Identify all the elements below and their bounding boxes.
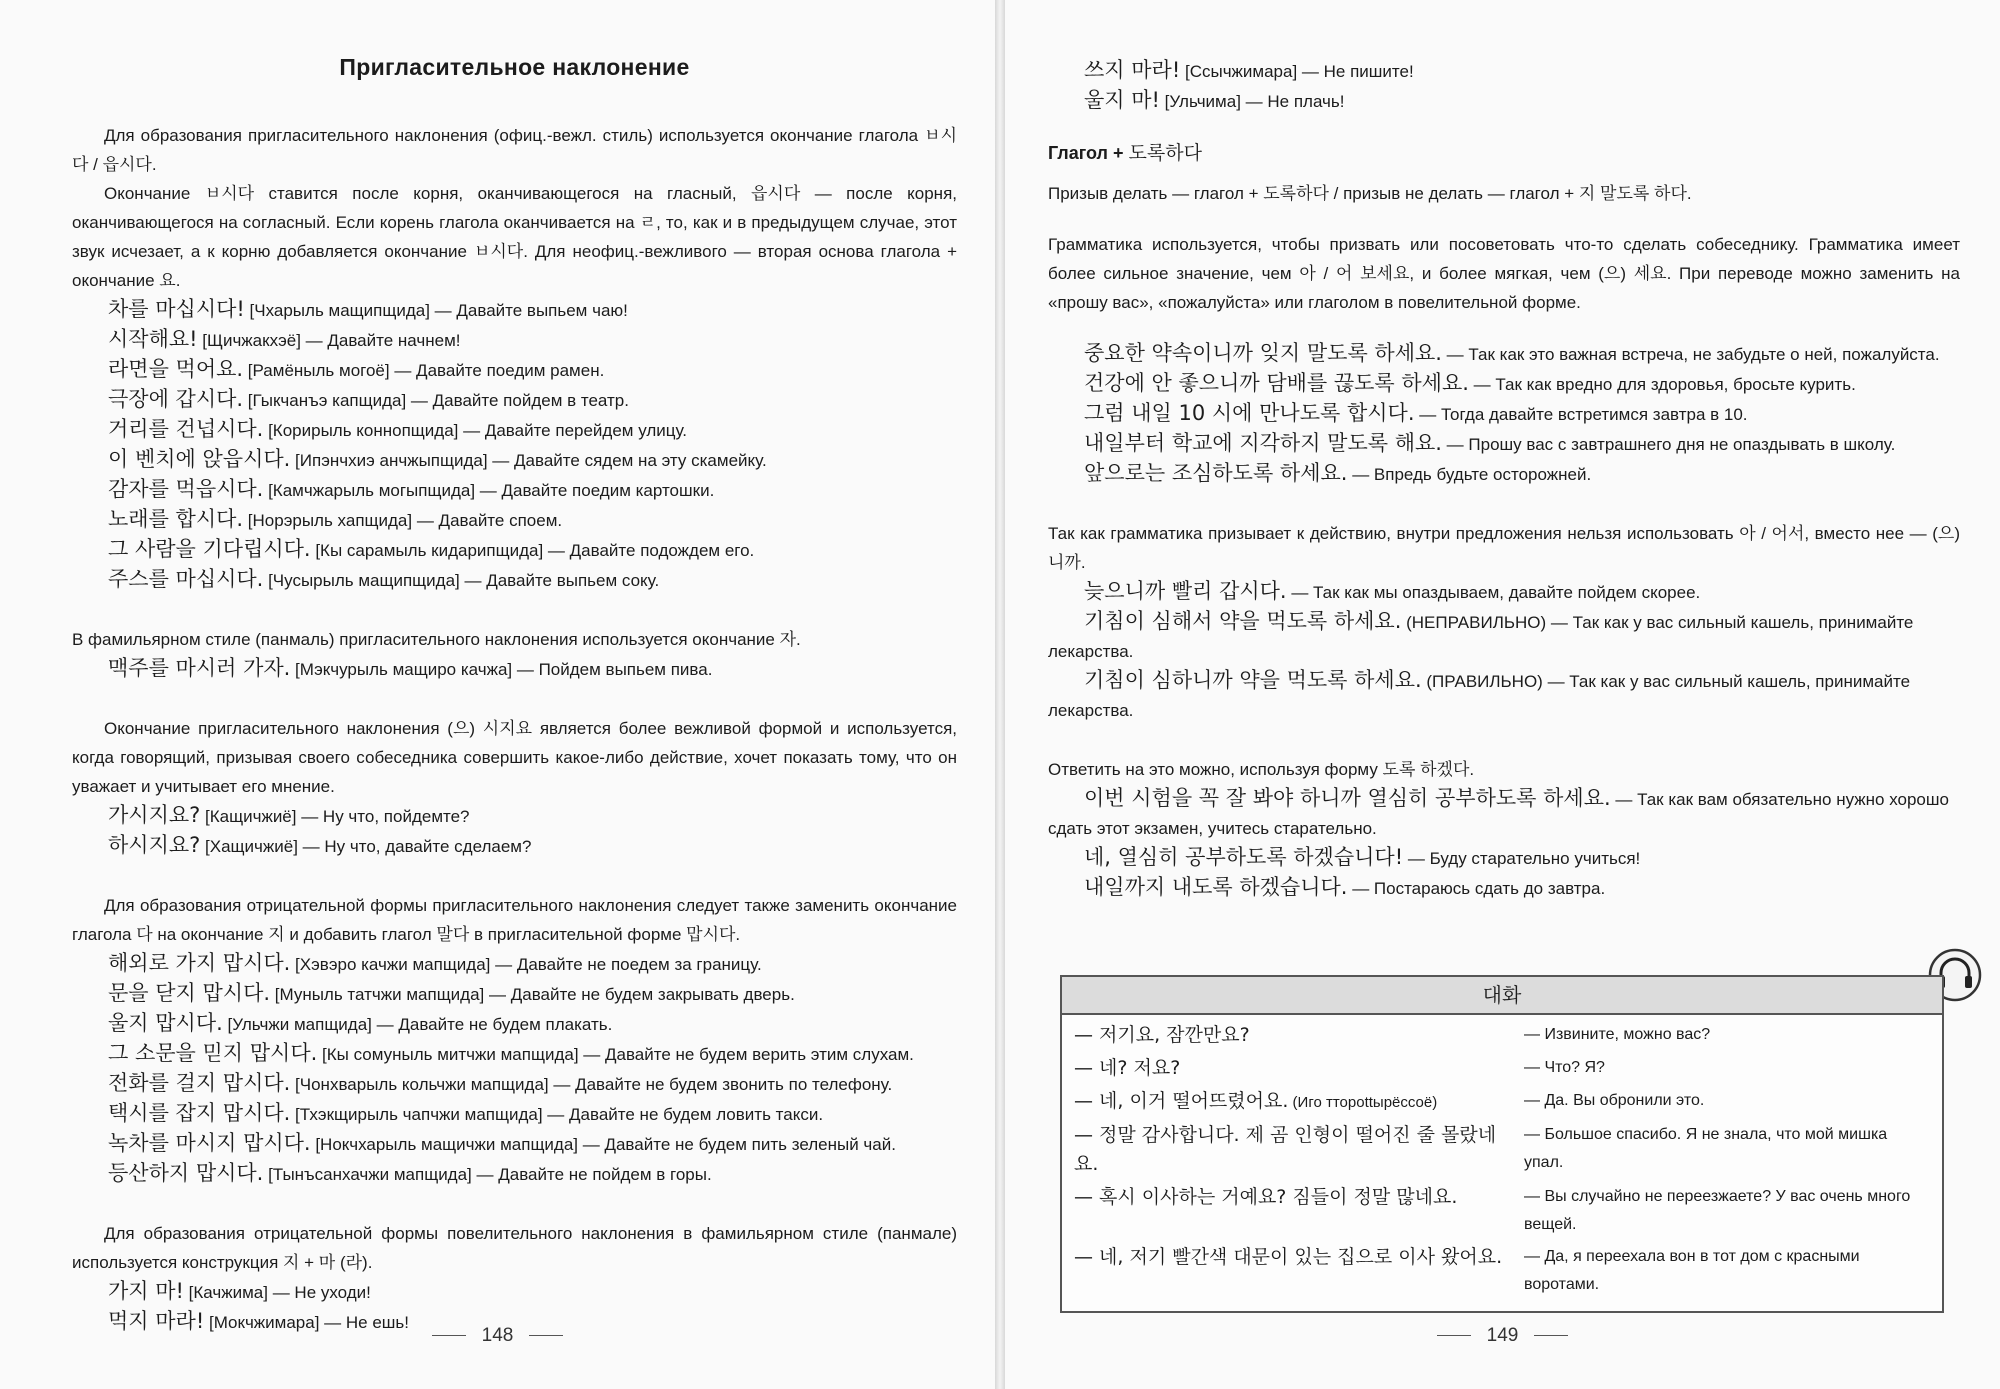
example-korean: 내일부터 학교에 지각하지 말도록 해요. <box>1084 431 1442 455</box>
example-line <box>108 445 957 475</box>
example-korean: 차를 마십시다! <box>108 297 245 321</box>
grammar-paragraph: Грамматика используется, чтобы призвать или посоветовать что-то сделать собеседнику. Грамматика имеет более сильное значение, чем 아 / 어 보세요, и более мягкая, чем (으) 세요. При переводе можно заменить на «прошу вас», «пожалуйста» или глаголом в повелительной форме. <box>1048 235 1960 312</box>
page-number-value: 148 <box>481 1325 514 1346</box>
example-translation: — Прошу вас с завтрашнего дня не опаздывать в школу. <box>1441 435 1896 454</box>
example-korean: 전화를 걸지 맙시다. <box>108 1071 291 1095</box>
dialogue-row <box>1074 1021 1930 1050</box>
example-korean: 가시지요? <box>108 803 201 827</box>
example-translation: — Так как мы опаздываем, давайте пойдем скорее. <box>1286 583 1701 602</box>
example-translation: [Муныль татчжи мапщида] — Давайте не будем закрывать дверь. <box>270 985 795 1004</box>
intro-paragraph-2: Окончание ㅂ시다 ставится после корня, оканчивающегося на гласный, 읍시다 — после корня, оканчивающегося на согласный. Если корень глагола оканчивается на ㄹ, то, как и в предыдущем случае, этот звук исчезает, а к корню добавляется окончание ㅂ시다. Для неофиц.-вежливого — вторая основа глагола + окончание 요. <box>72 184 957 290</box>
dialogue-body <box>1062 1015 1942 1311</box>
example-korean: 노래를 합시다. <box>108 507 244 531</box>
example-line <box>108 325 957 355</box>
example-korean: 맥주를 마시러 가자. <box>108 656 291 680</box>
example-korean: 울지 마! <box>1084 88 1160 112</box>
page-number <box>0 1325 995 1347</box>
example-korean: 그럼 내일 10 시에 만나도록 합시다. <box>1084 401 1415 425</box>
page-title: Пригласительное наклонение <box>339 54 690 80</box>
example-korean: 그 소문을 믿지 맙시다. <box>108 1041 318 1065</box>
example-korean: 극장에 갑시다. <box>108 387 244 411</box>
example-translation: [Норэрыль хапщида] — Давайте споем. <box>243 511 563 530</box>
familiar-paragraph: В фамильярном стиле (панмаль) пригласительного наклонения используется окончание 자. <box>72 630 801 649</box>
example-line <box>108 565 957 595</box>
answer-paragraph: Ответить на это можно, используя форму 도록 하겠다. <box>1048 760 1475 779</box>
example-translation: [Ульчима] — Не плачь! <box>1159 92 1345 111</box>
dialogue-translation: — Большое спасибо. Я не знала, что мой мишка упал. <box>1524 1126 1888 1171</box>
dialogue-korean: — 네, 저기 빨간색 대문이 있는 집으로 이사 왔어요. <box>1074 1246 1503 1268</box>
example-line <box>108 385 957 415</box>
example-line <box>108 1039 957 1069</box>
example-line <box>108 979 957 1009</box>
example-line <box>1048 369 1960 399</box>
dialogue-box <box>1060 975 1944 1313</box>
example-translation: [Хащичжиё] — Ну что, давайте сделаем? <box>200 837 532 856</box>
dialogue-translation: — Да. Вы обронили это. <box>1524 1092 1705 1109</box>
example-translation: [Кы сарамыль кидарипщида] — Давайте подождем его. <box>310 541 755 560</box>
dialogue-row <box>1074 1243 1930 1299</box>
example-korean: 내일까지 내도록 하겠습니다. <box>1084 875 1348 899</box>
example-line <box>1048 873 1960 903</box>
page-number-value: 149 <box>1486 1325 1519 1346</box>
example-korean: 등산하지 맙시다. <box>108 1161 264 1185</box>
polite-paragraph: Окончание пригласительного наклонения (으) 시지요 является более вежливой формой и используется, когда говорящий, призывая своего собеседника совершить какое-либо действие, хочет показать тому, что он уважает и учитывает его мнение. <box>72 719 957 796</box>
example-korean: 기침이 심하니까 약을 먹도록 하세요. <box>1084 668 1422 692</box>
example-line <box>1048 666 1960 725</box>
section-heading <box>1048 138 1960 165</box>
example-line <box>1048 607 1960 666</box>
example-translation: [Тхэкщирыль чапчжи мапщида] — Давайте не будем ловить такси. <box>290 1105 824 1124</box>
dialogue-title: 대화 <box>1062 977 1942 1015</box>
example-list <box>72 801 957 861</box>
example-korean: 건강에 안 좋으니까 담배를 끊도록 하세요. <box>1084 371 1469 395</box>
example-line <box>108 1159 957 1189</box>
example-korean: 이번 시험을 꼭 잘 봐야 하니까 열심히 공부하도록 하세요. <box>1084 786 1611 810</box>
dialogue-row <box>1074 1054 1930 1083</box>
example-line <box>108 1069 957 1099</box>
left-page <box>0 0 995 1389</box>
book-gutter <box>995 0 1005 1389</box>
example-korean: 늦으니까 빨리 갑시다. <box>1084 579 1287 603</box>
example-translation: — Постараюсь сдать до завтра. <box>1347 879 1606 898</box>
example-translation: [Мэкчурыль мащиро качжа] — Пойдем выпьем пива. <box>290 660 713 679</box>
example-line <box>108 1129 957 1159</box>
example-korean: 쓰지 마라! <box>1084 58 1181 82</box>
dialogue-translation: — Да, я переехала вон в тот дом с красными воротами. <box>1524 1248 1860 1293</box>
example-korean: 가지 마! <box>108 1279 184 1303</box>
example-translation: [Кащичжиё] — Ну что, пойдемте? <box>200 807 470 826</box>
page-number <box>1005 1325 2000 1347</box>
example-korean: 하시지요? <box>108 833 201 857</box>
example-translation: [Рамёныль могоё] — Давайте поедим рамен. <box>243 361 605 380</box>
example-korean: 택시를 잡지 맙시다. <box>108 1101 291 1125</box>
example-list <box>72 295 957 595</box>
example-korean: 울지 맙시다. <box>108 1011 223 1035</box>
example-translation: [Щичжакхэё] — Давайте начнем! <box>197 331 461 350</box>
dialogue-row <box>1074 1183 1930 1239</box>
example-line <box>1048 843 1960 873</box>
negative-familiar-paragraph: Для образования отрицательной формы повелительного наклонения в фамильярном стиле (панмале) используется конструкция 지 + 마 (라). <box>72 1224 957 1272</box>
dialogue-korean: — 혹시 이사하는 거예요? 짐들이 정말 많네요. <box>1074 1186 1458 1208</box>
example-translation: [Чонхварыль кольчжи мапщида] — Давайте не будем звонить по телефону. <box>290 1075 893 1094</box>
example-line <box>1048 339 1960 369</box>
example-line <box>1084 86 1960 116</box>
negative-paragraph: Для образования отрицательной формы пригласительного наклонения следует также заменить окончание глагола 다 на окончание 지 и добавить глагол 말다 в пригласительной форме 맙시다. <box>72 896 957 944</box>
example-line <box>108 535 957 565</box>
example-translation: (НЕПРАВИЛЬНО) — Так как у вас сильный кашель, принимайте лекарства. <box>1048 613 1914 661</box>
example-translation: [Кы сомуныль митчжи мапщида] — Давайте не будем верить этим слухам. <box>317 1045 914 1064</box>
example-line <box>1084 56 1960 86</box>
example-list <box>1048 577 1960 725</box>
example-line <box>108 1277 957 1307</box>
example-translation: — Так как это важная встреча, не забудьте о ней, пожалуйста. <box>1441 345 1940 364</box>
example-korean: 중요한 약속이니까 잊지 말도록 하세요. <box>1084 341 1442 365</box>
intro-paragraph-1: Для образования пригласительного наклонения (офиц.-вежл. стиль) используется окончание глагола ㅂ시다 / 읍시다. <box>72 126 957 174</box>
dialogue-translation: — Извините, можно вас? <box>1524 1026 1711 1043</box>
example-translation: (ПРАВИЛЬНО) — Так как у вас сильный кашель, принимайте лекарства. <box>1048 672 1911 720</box>
example-korean: 먹지 마라! <box>108 1309 205 1333</box>
example-translation: [Мокчжимара] — Не ешь! <box>204 1313 410 1332</box>
example-line <box>108 475 957 505</box>
example-korean: 녹차를 마시지 맙시다. <box>108 1131 311 1155</box>
call-paragraph: Призыв делать — глагол + 도록하다 / призыв не делать — глагол + 지 말도록 하다. <box>1048 184 1692 203</box>
example-korean: 시작해요! <box>108 327 198 351</box>
example-line <box>108 801 957 831</box>
example-translation: [Камчжарыль могыпщида] — Давайте поедим картошки. <box>263 481 715 500</box>
example-line <box>108 949 957 979</box>
example-translation: [Ульчжи мапщида] — Давайте не будем плакать. <box>222 1015 613 1034</box>
dialogue-korean: — 저기요, 잠깐만요? <box>1074 1024 1250 1046</box>
example-line <box>108 654 957 684</box>
example-line <box>1048 399 1960 429</box>
example-line <box>1048 459 1960 489</box>
dialogue-translation: — Вы случайно не переезжаете? У вас очень много вещей. <box>1524 1188 1911 1233</box>
rule-paragraph: Так как грамматика призывает к действию, внутри предложения нельзя использовать 아 / 어서, вместо нее — (으) 니까. <box>1048 524 1960 572</box>
example-translation: [Чусырыль мащипщида] — Давайте выпьем соку. <box>263 571 660 590</box>
example-korean: 앞으로는 조심하도록 하세요. <box>1084 461 1348 485</box>
section-heading-ko: 도록하다 <box>1128 142 1202 164</box>
example-line <box>108 505 957 535</box>
dialogue-row <box>1074 1121 1930 1179</box>
example-line <box>108 295 957 325</box>
example-korean: 그 사람을 기다립시다. <box>108 537 311 561</box>
example-translation: — Впредь будьте осторожней. <box>1347 465 1592 484</box>
example-translation: [Ссычжимара] — Не пишите! <box>1180 62 1414 81</box>
example-translation: [Ипэнчхиэ анчжыпщида] — Давайте сядем на эту скамейку. <box>290 451 767 470</box>
example-korean: 이 벤치에 앉읍시다. <box>108 447 291 471</box>
example-list <box>1048 56 1960 116</box>
example-line <box>1048 577 1960 607</box>
example-line <box>108 1099 957 1129</box>
example-translation: [Гыкчанъэ капщида] — Давайте пойдем в театр. <box>243 391 629 410</box>
example-translation: [Чхарыль мащипщида] — Давайте выпьем чаю! <box>244 301 628 320</box>
example-line <box>1048 784 1960 843</box>
example-korean: 네, 열심히 공부하도록 하겠습니다! <box>1084 845 1404 869</box>
example-translation: — Буду старательно учиться! <box>1403 849 1641 868</box>
example-translation: [Тынъсанхачжи мапщида] — Давайте не пойдем в горы. <box>263 1165 712 1184</box>
example-translation: [Качжима] — Не уходи! <box>183 1283 371 1302</box>
example-korean: 거리를 건넙시다. <box>108 417 264 441</box>
example-korean: 주스를 마십시다. <box>108 567 264 591</box>
example-translation: — Так как вам обязательно нужно хорошо сдать этот экзамен, учитесь старательно. <box>1048 790 1949 838</box>
example-line <box>108 831 957 861</box>
example-korean: 기침이 심해서 약을 먹도록 하세요. <box>1084 609 1402 633</box>
example-translation: [Корирыль коннопщида] — Давайте перейдем улицу. <box>263 421 688 440</box>
dialogue-korean: — 네? 저요? <box>1074 1057 1181 1079</box>
example-line <box>108 415 957 445</box>
section-heading-ru: Глагол + <box>1048 143 1129 163</box>
example-korean: 라면을 먹어요. <box>108 357 244 381</box>
example-line <box>108 1009 957 1039</box>
example-translation: — Тогда давайте встретимся завтра в 10. <box>1414 405 1748 424</box>
example-translation: — Так как вредно для здоровья, бросьте курить. <box>1468 375 1856 394</box>
example-translation: [Нокчхарыль мащичжи мапщида] — Давайте не будем пить зеленый чай. <box>310 1135 896 1154</box>
example-translation: [Хэвэро качжи мапщида] — Давайте не поедем за границу. <box>290 955 762 974</box>
example-korean: 감자를 먹읍시다. <box>108 477 264 501</box>
dialogue-transcription: (Иго тторottырёссоё) <box>1288 1094 1438 1111</box>
dialogue-korean: — 정말 감사합니다. 제 곰 인형이 떨어진 줄 몰랐네요. <box>1074 1124 1497 1175</box>
example-list <box>1048 339 1960 489</box>
example-line <box>1048 429 1960 459</box>
dialogue-korean: — 네, 이거 떨어뜨렸어요. (Иго тторottырёссоё) <box>1074 1090 1438 1112</box>
example-list <box>72 949 957 1189</box>
example-list <box>1048 784 1960 903</box>
dialogue-row <box>1074 1087 1930 1117</box>
dialogue-translation: — Что? Я? <box>1524 1059 1605 1076</box>
example-line <box>108 355 957 385</box>
example-korean: 해외로 가지 맙시다. <box>108 951 291 975</box>
example-korean: 문을 닫지 맙시다. <box>108 981 271 1005</box>
